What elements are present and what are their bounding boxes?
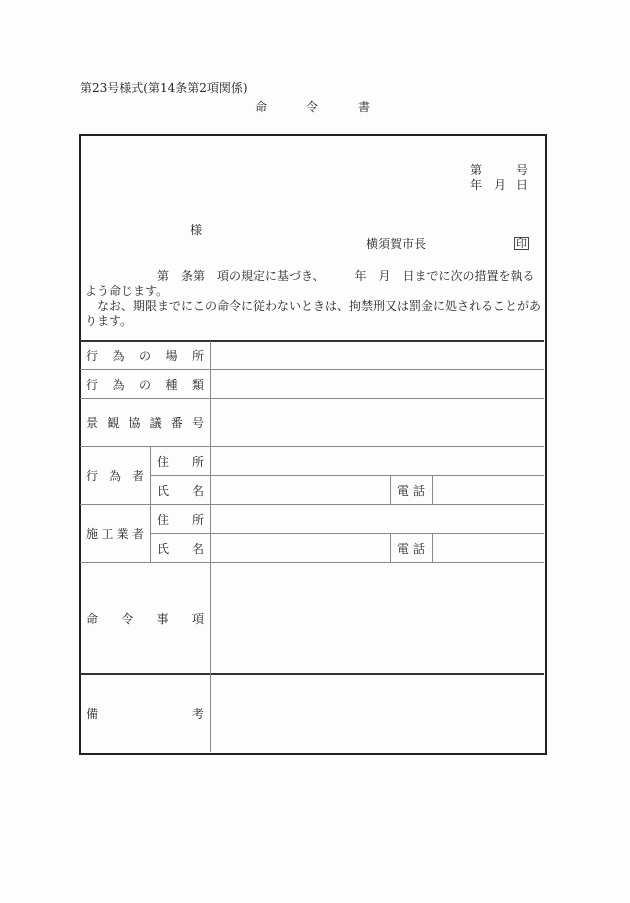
addressee-suffix: 様 (190, 223, 203, 237)
number-suffix: 号 (516, 163, 529, 177)
remarks-field[interactable] (212, 675, 544, 751)
contractor-address-field[interactable] (212, 505, 544, 533)
label-order-items: 命 令 事 項 (86, 611, 204, 626)
action-type-field[interactable] (212, 370, 544, 398)
label-landscape-consult-no: 景 観 協 議 番 号 (86, 416, 204, 430)
label-contractor: 施 工 業 者 (86, 527, 144, 541)
label-actor-phone: 電 話 (397, 483, 425, 498)
title-char: 書 (358, 100, 371, 114)
label-actor-name: 氏 名 (157, 483, 204, 498)
action-location-field[interactable] (212, 341, 544, 369)
label-contractor-phone: 電 話 (397, 541, 425, 556)
label-actor-address: 住 所 (157, 454, 204, 469)
label-action-type: 行 為 の 種 類 (86, 377, 204, 392)
contractor-name-field[interactable] (212, 534, 389, 562)
order-items-field[interactable] (212, 563, 544, 673)
date-day: 日 (516, 178, 529, 192)
order-statement: 第 条第 項の規定に基づき、 年 月 日までに次の措置を執るよう命じます。 (85, 269, 535, 298)
form-number: 第23号様式(第14条第2項関係) (80, 81, 248, 95)
label-remarks: 備 考 (86, 706, 204, 721)
contractor-phone-field[interactable] (434, 534, 544, 562)
label-actor: 行 為 者 (86, 469, 144, 483)
label-contractor-address: 住 所 (157, 512, 204, 527)
penalty-notice: なお、期限までにこの命令に従わないときは、拘禁刑又は罰金に処されることがあります。 (85, 299, 542, 328)
date-month: 月 (494, 178, 507, 192)
actor-phone-field[interactable] (434, 476, 544, 504)
label-contractor-name: 氏 名 (157, 541, 204, 556)
actor-address-field[interactable] (212, 447, 544, 475)
seal-mark: 印 (516, 237, 527, 250)
title-char: 令 (306, 100, 319, 114)
number-prefix: 第 (470, 163, 483, 177)
date-year: 年 (470, 178, 483, 192)
title-char: 命 (255, 100, 268, 114)
landscape-consult-no-field[interactable] (212, 399, 544, 446)
issuer: 横須賀市長 (366, 237, 427, 251)
label-action-location: 行 為 の 場 所 (86, 348, 204, 363)
actor-name-field[interactable] (212, 476, 389, 504)
